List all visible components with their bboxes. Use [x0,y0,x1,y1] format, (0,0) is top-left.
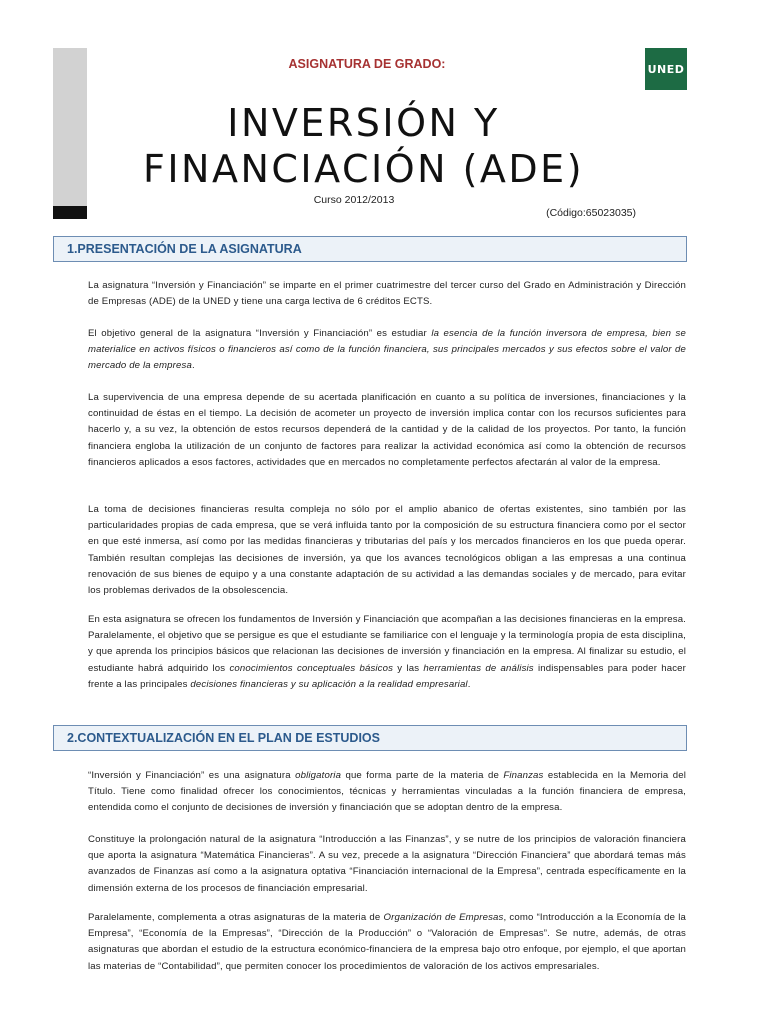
document-title [0,100,727,192]
section-heading-text: 1.PRESENTACIÓN DE LA ASIGNATURA [67,242,302,256]
paragraph: Paralelamente, complementa a otras asignaturas de la materia de Organización de Empresas, como “Introducción a la Economía de la Empresa”, “Economía de la Empresas”, “Dirección de la Producción” o “Valoración de Empresas”. Se nutre, además, de otras asignaturas que abordan el estudio de la estructura económico-financiera de la empresa bajo otro enfoque, por ejemplo, el que aportan las materias de “Contabilidad”, que permiten conocer los procedimientos de valoración de los activos empresariales. [88,912,686,972]
uned-logo: UNED [645,48,687,90]
paragraph: El objetivo general de la asignatura “Inversión y Financiación” es estudiar la esencia de la función inversora de empresa, bien se materialice en activos físicos o financieros así como de la función financiera, sus principales mercados y sus efectos sobre el valor de mercado de la empresa. [88,328,686,372]
subject-label: ASIGNATURA DE GRADO: [288,57,446,71]
section-heading-contextualizacion [53,725,687,751]
paragraph: En esta asignatura se ofrecen los fundamentos de Inversión y Financiación que acompañan a las decisiones financieras en la empresa. Paralelamente, el objetivo que se persigue es que el estudiante se familiarice con el lenguaje y la terminología propia de esta disciplina, y que aprenda los principios básicos que relacionan las decisiones de inversión y financiación en la empresa. Al finalizar su estudio, el estudiante habrá adquirido los conocimientos conceptuales básicos y las herramientas de análisis indispensables para poder hacer frente a las principales decisiones financieras y su aplicación a la realidad empresarial. [88,614,687,690]
paragraph: La toma de decisiones financieras resulta compleja no sólo por el amplio abanico de ofertas existentes, sino también por las particularidades propias de cada empresa, que se verá influida tanto por la composición de su estructura financiera como por el sector en que esté inmersa, así como por las medidas financieras y tributarias del país y los mercados financieros en los que pueda operar. También resultan complejas las decisiones de inversión, ya que los avances tecnológicos obligan a las empresas a una continua renovación de sus bienes de equipo y a una constante adaptación de su actividad a las demandas sociales y de mercado, para evitar los problemas derivados de la obsolescencia. [88,504,686,597]
subject-code: (Código:65023035) [546,207,636,219]
paragraph: “Inversión y Financiación” es una asignatura obligatoria que forma parte de la materia de Finanzas establecida en la Memoria del Título. Tiene como finalidad ofrecer los conocimientos, técnicas y herramientas vinculadas a la función financiera de empresa, entendida como el conjunto de decisiones de inversión y financiación que se adoptan dentro de la empresa. [88,770,686,814]
course-year: Curso 2012/2013 [313,194,395,206]
title-line-2: FINANCIACIÓN (ADE) [142,147,585,191]
side-block-decoration [53,206,87,219]
title-line-1: INVERSIÓN Y [227,101,500,145]
paragraph: La supervivencia de una empresa depende de su acertada planificación en cuanto a su política de inversiones, financiaciones y la continuidad de éstas en el tiempo. La decisión de acometer un proyecto de inversión implica contar con los recursos suficientes para hacerlo y, a su vez, la obtención de estos recursos dependerá de la cantidad y de la calidad de los proyectos. Por tanto, la función financiera engloba la utilización de un conjunto de factores para realizar la actividad económica así como la obtención de recursos financieros aplicados a esos factores, actividades que en mercados no completamente perfectos afectarán al valor de la empresa. [88,392,686,468]
section-heading-presentacion [53,236,687,262]
section-heading-text: 2.CONTEXTUALIZACIÓN EN EL PLAN DE ESTUDIOS [67,731,380,745]
paragraph: La asignatura “Inversión y Financiación” se imparte en el primer cuatrimestre del tercer curso del Grado en Administración y Dirección de Empresas (ADE) de la UNED y tiene una carga lectiva de 6 créditos ECTS. [88,280,686,308]
paragraph: Constituye la prolongación natural de la asignatura “Introducción a las Finanzas”, y se nutre de los principios de valoración financiera que aporta la asignatura “Matemática Financieras”. A su vez, precede a la asignatura “Dirección Financiera” que abordará temas más avanzados de Finanzas así como a la asignatura optativa “Financiación internacional de la Empresa”, centrada específicamente en la dimensión externa de los procesos de financiación empresarial. [88,834,686,894]
